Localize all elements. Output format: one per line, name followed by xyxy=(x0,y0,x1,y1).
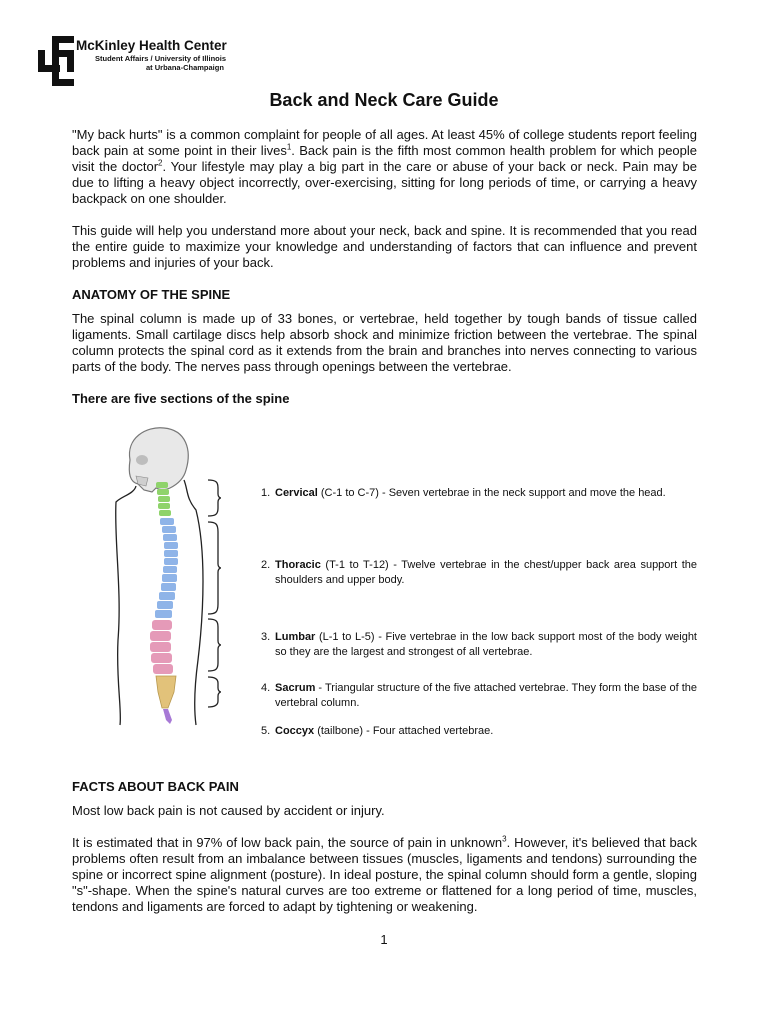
list-item-lumbar: 3. Lumbar (L-1 to L-5) - Five vertebrae in the low back support most of the body weight so they are the largest and strongest of all vertebrae. xyxy=(261,631,697,658)
anatomy-heading: ANATOMY OF THE SPINE xyxy=(72,287,231,302)
coccyx-shape xyxy=(163,709,172,724)
thoracic-bracket xyxy=(206,520,222,616)
mckinley-logo xyxy=(38,36,258,88)
page-number: 1 xyxy=(380,932,388,947)
spine-illustration xyxy=(108,420,218,730)
org-subtitle-line1: Student Affairs / University of Illinois xyxy=(95,54,226,63)
intro-paragraph-2: This guide will help you understand more about your neck, back and spine. It is recommended that you read the entire guide to maximize your knowledge and understanding of factors that can influence and prevent problems and injuries of your back. xyxy=(72,223,697,270)
sacrum-bracket xyxy=(206,675,222,709)
list-item-cervical: 1. Cervical (C-1 to C-7) - Seven vertebrae in the neck support and move the head. xyxy=(261,487,666,499)
mckinley-emblem-icon xyxy=(38,36,74,86)
lumbar-bracket xyxy=(206,617,222,673)
lumbar-vertebrae xyxy=(150,620,173,674)
facts-paragraph-2: It is estimated that in 97% of low back pain, the source of pain in unknown$^3$. However, it's believed that back problems often result from an imbalance between tissues (muscles, ligaments and tendons) surrounding the spine or incorrect spine alignment (posture). In ideal posture, the spinal column should form a gentle, sloping "s"-shape. When the spine's natural curves are too extreme or flattened for a long period of time, muscles, tendons and ligaments are forced to adapt by tightening or weakening. xyxy=(72,834,697,914)
org-subtitle-line2: at Urbana-Champaign xyxy=(146,63,224,72)
sections-heading: There are five sections of the spine xyxy=(72,391,290,406)
intro-paragraph-1: "My back hurts" is a common complaint for people of all ages. At least 45% of college students report feeling back pain at some point in their lives$^1$. Back pain is the fifth most common health problem for which people visit the doctor$^2$. Your lifestyle may play a big part in the care or abuse of your back or neck. Pain may be due to lifting a heavy object incorrectly, over-exercising, sitting for long periods of time, or carrying a heavy backpack on one shoulder. xyxy=(72,127,697,206)
list-item-thoracic: 2. Thoracic (T-1 to T-12) - Twelve vertebrae in the chest/upper back area support the shoulders and upper body. xyxy=(261,559,697,586)
list-item-coccyx: 5. Coccyx (tailbone) - Four attached vertebrae. xyxy=(261,725,494,737)
facts-heading: FACTS ABOUT BACK PAIN xyxy=(72,779,239,794)
org-name: McKinley Health Center xyxy=(76,38,227,53)
thoracic-vertebrae xyxy=(155,518,178,618)
body-outline-back xyxy=(184,480,203,725)
cervical-bracket xyxy=(206,478,222,518)
list-item-sacrum: 4. Sacrum - Triangular structure of the five attached vertebrae. They form the base of the vertebral column. xyxy=(261,682,697,709)
body-outline-front xyxy=(116,486,136,725)
eye-socket-shape xyxy=(136,455,148,465)
anatomy-paragraph: The spinal column is made up of 33 bones, or vertebrae, held together by tough bands of tissue called ligaments. Small cartilage discs help absorb shock and minimize friction between the vertebrae. The spinal column protects the spinal cord as it extends from the brain and branches into nerves connecting to various parts of the body. The nerves pass through openings between the vertebrae. xyxy=(72,311,697,374)
sacrum-shape xyxy=(156,676,176,708)
document-title: Back and Neck Care Guide xyxy=(269,90,499,110)
facts-paragraph-1: Most low back pain is not caused by accident or injury. xyxy=(72,803,385,818)
